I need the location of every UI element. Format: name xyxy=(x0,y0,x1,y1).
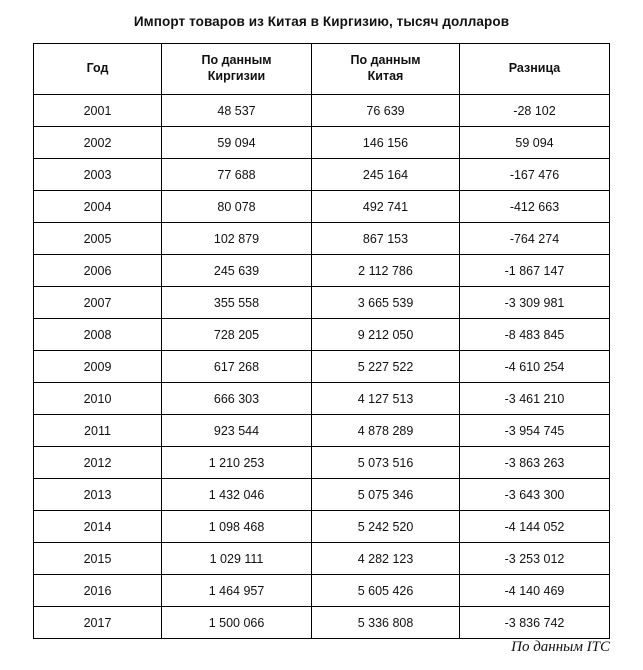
cell-kyrgyzstan: 1 210 253 xyxy=(162,447,312,479)
column-header-difference-line1: Разница xyxy=(508,61,561,76)
column-header-kyrgyzstan-line1: По данным xyxy=(201,53,272,68)
table-row xyxy=(34,607,610,639)
table-row xyxy=(34,319,610,351)
table-row xyxy=(34,447,610,479)
cell-china: 5 075 346 xyxy=(312,479,460,511)
cell-kyrgyzstan: 1 029 111 xyxy=(162,543,312,575)
cell-difference: -764 274 xyxy=(460,223,610,255)
table-row xyxy=(34,159,610,191)
cell-difference: -3 643 300 xyxy=(460,479,610,511)
cell-china: 9 212 050 xyxy=(312,319,460,351)
cell-year: 2017 xyxy=(34,607,162,639)
cell-year: 2003 xyxy=(34,159,162,191)
cell-year: 2014 xyxy=(34,511,162,543)
cell-china: 146 156 xyxy=(312,127,460,159)
table-row xyxy=(34,191,610,223)
cell-kyrgyzstan: 728 205 xyxy=(162,319,312,351)
cell-difference: -412 663 xyxy=(460,191,610,223)
table-row xyxy=(34,287,610,319)
cell-difference: -8 483 845 xyxy=(460,319,610,351)
column-header-kyrgyzstan xyxy=(162,44,312,95)
cell-difference: -3 309 981 xyxy=(460,287,610,319)
cell-difference: -3 954 745 xyxy=(460,415,610,447)
cell-difference: -3 253 012 xyxy=(460,543,610,575)
cell-china: 492 741 xyxy=(312,191,460,223)
column-header-kyrgyzstan-line2: Киргизии xyxy=(207,69,266,83)
cell-difference: -4 610 254 xyxy=(460,351,610,383)
cell-difference: -1 867 147 xyxy=(460,255,610,287)
cell-year: 2005 xyxy=(34,223,162,255)
cell-kyrgyzstan: 102 879 xyxy=(162,223,312,255)
cell-year: 2015 xyxy=(34,543,162,575)
cell-difference: -3 863 263 xyxy=(460,447,610,479)
table-row xyxy=(34,351,610,383)
cell-kyrgyzstan: 1 464 957 xyxy=(162,575,312,607)
table-row xyxy=(34,127,610,159)
cell-china: 867 153 xyxy=(312,223,460,255)
cell-kyrgyzstan: 923 544 xyxy=(162,415,312,447)
cell-china: 5 242 520 xyxy=(312,511,460,543)
cell-difference: -3 461 210 xyxy=(460,383,610,415)
table-row xyxy=(34,543,610,575)
column-header-year xyxy=(34,44,162,95)
cell-china: 4 282 123 xyxy=(312,543,460,575)
cell-difference: -28 102 xyxy=(460,95,610,127)
cell-difference: -4 140 469 xyxy=(460,575,610,607)
cell-year: 2010 xyxy=(34,383,162,415)
column-header-china-line2: Китая xyxy=(367,69,404,83)
cell-kyrgyzstan: 80 078 xyxy=(162,191,312,223)
column-header-china xyxy=(312,44,460,95)
table-row xyxy=(34,95,610,127)
cell-year: 2009 xyxy=(34,351,162,383)
cell-year: 2001 xyxy=(34,95,162,127)
cell-year: 2013 xyxy=(34,479,162,511)
column-header-china-line1: По данным xyxy=(350,53,421,68)
cell-year: 2008 xyxy=(34,319,162,351)
cell-china: 5 073 516 xyxy=(312,447,460,479)
table-row xyxy=(34,383,610,415)
column-header-year-line1: Год xyxy=(86,61,109,76)
table-row xyxy=(34,415,610,447)
cell-difference: 59 094 xyxy=(460,127,610,159)
cell-kyrgyzstan: 48 537 xyxy=(162,95,312,127)
cell-kyrgyzstan: 617 268 xyxy=(162,351,312,383)
cell-kyrgyzstan: 59 094 xyxy=(162,127,312,159)
source-note: По данным ITC xyxy=(511,639,610,655)
cell-china: 5 336 808 xyxy=(312,607,460,639)
cell-difference: -4 144 052 xyxy=(460,511,610,543)
cell-year: 2006 xyxy=(34,255,162,287)
cell-kyrgyzstan: 355 558 xyxy=(162,287,312,319)
cell-difference: -3 836 742 xyxy=(460,607,610,639)
cell-china: 2 112 786 xyxy=(312,255,460,287)
table-header-row xyxy=(34,44,610,95)
cell-kyrgyzstan: 666 303 xyxy=(162,383,312,415)
cell-china: 3 665 539 xyxy=(312,287,460,319)
import-data-table xyxy=(33,43,610,639)
cell-china: 4 878 289 xyxy=(312,415,460,447)
cell-kyrgyzstan: 245 639 xyxy=(162,255,312,287)
table-row xyxy=(34,575,610,607)
cell-year: 2007 xyxy=(34,287,162,319)
cell-china: 5 227 522 xyxy=(312,351,460,383)
page-title: Импорт товаров из Китая в Киргизию, тысяч долларов xyxy=(133,14,510,29)
table-row xyxy=(34,223,610,255)
cell-kyrgyzstan: 1 500 066 xyxy=(162,607,312,639)
cell-china: 5 605 426 xyxy=(312,575,460,607)
cell-year: 2016 xyxy=(34,575,162,607)
cell-year: 2004 xyxy=(34,191,162,223)
cell-difference: -167 476 xyxy=(460,159,610,191)
table-row xyxy=(34,255,610,287)
cell-china: 245 164 xyxy=(312,159,460,191)
table-row xyxy=(34,479,610,511)
cell-china: 4 127 513 xyxy=(312,383,460,415)
cell-china: 76 639 xyxy=(312,95,460,127)
cell-kyrgyzstan: 1 098 468 xyxy=(162,511,312,543)
cell-year: 2012 xyxy=(34,447,162,479)
table-row xyxy=(34,511,610,543)
cell-kyrgyzstan: 1 432 046 xyxy=(162,479,312,511)
cell-year: 2011 xyxy=(34,415,162,447)
cell-kyrgyzstan: 77 688 xyxy=(162,159,312,191)
table-header xyxy=(34,44,610,95)
column-header-difference xyxy=(460,44,610,95)
cell-year: 2002 xyxy=(34,127,162,159)
table-body xyxy=(34,95,610,639)
